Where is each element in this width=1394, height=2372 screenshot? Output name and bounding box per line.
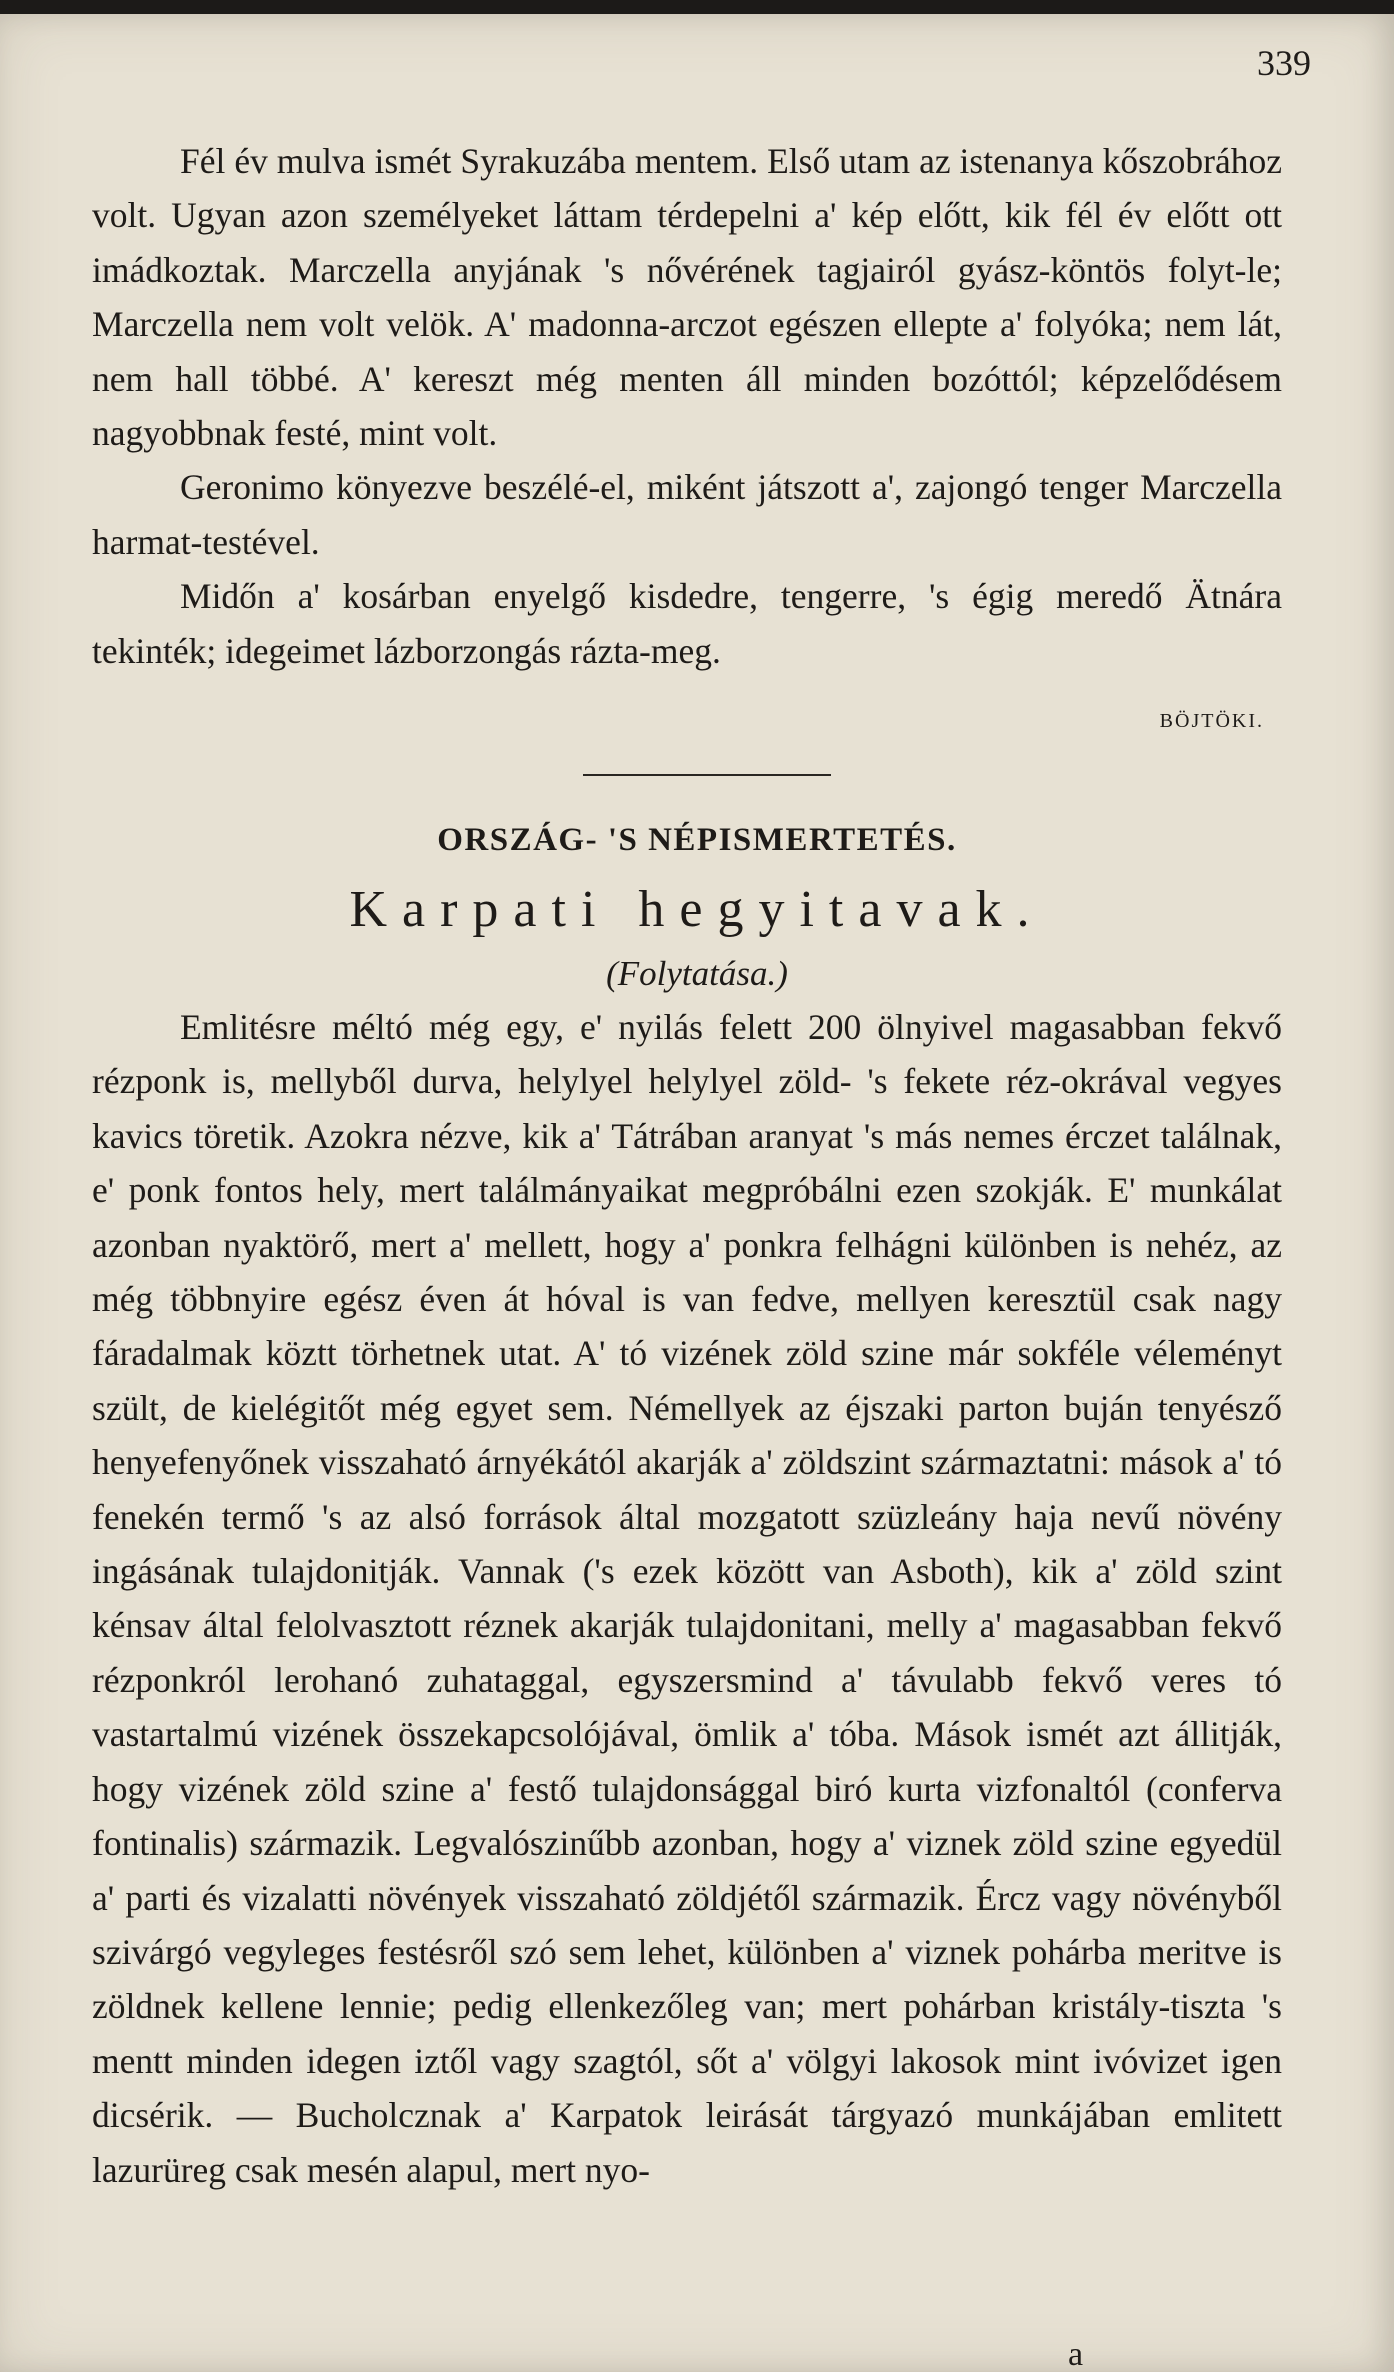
scan-top-border [0, 0, 1394, 14]
section-heading: ORSZÁG- 'S NÉPISMERTETÉS. [437, 822, 957, 858]
body-paragraph: Emlitésre méltó még egy, e' nyilás felett 200 ölnyivel magasabban fekvő rézponk is, mellyből durva, helylyel helylyel zöld- 's fekete réz-okrával vegyes kavics töretik. Azokra nézve, kik a' Tátrában aranyat 's más nemes érczet találnak, e' ponk fontos hely, mert találmányaikat megpróbálni ezen szokják. E' munkálat azonban nyaktörő, mert a' mellett, hogy a' ponkra felhágni különben is nehéz, az még többnyire egész éven át hóval is van fedve, mellyen keresztül csak nagy fáradalmak köztt törhetnek utat. A' tó vizének zöld szine már sokféle véleményt szült, de kielégitőt még egyet sem. Némellyek az éjszaki parton buján tenyésző henyefenyőnek visszaható árnyékától akarják a' zöldszint származtatni: mások a' tó fenekén termő 's az alsó források által mozgatott szüzleány haja nevű növény ingásának tulajdonitják. Vannak ('s ezek között van Asboth), kik a' zöld szint kénsav által felolvasztott réznek akarják tulajdonitani, melly a' magasabban fekvő rézponkról lerohanó zuhataggal, egyszersmind a' távulabb fekvő veres tó vastartalmú vizének összekapcsolójával, ömlik a' tóba. Mások ismét azt állitják, hogy vizének zöld szine a' festő tulajdonsággal biró kurta vizfonaltól (conferva fontinalis) származik. Legvalószinűbb azonban, hogy a' viznek zöld szine egyedül a' parti és vizalatti növények visszaható zöldjétől származik. Ércz vagy növényből szivárgó vegyleges festésről szó sem lehet, különben a' viznek pohárba meritve is zöldnek kellene lennie; pedig ellenkezőleg van; mert pohárban kristály-tiszta 's mentt minden idegen iztől vagy szagtól, sőt a' völgyi lakosok mint ivóvizet igen dicsérik. — Bucholcznak a' Karpatok leirását tárgyazó munkájában emlitett lazurüreg csak mesén alapul, mert nyo- [92, 1007, 1282, 2190]
page-number: 339 [1257, 43, 1311, 83]
paragraph: Midőn a' kosárban enyelgő kisdedre, tengerre, 's égig meredő Ätnára tekinték; idegeimet lázborzongás rázta-meg. [92, 576, 1282, 671]
paragraph: Fél év mulva ismét Syrakuzába mentem. Első utam az istenanya kőszobrához volt. Ugyan azon személyeket láttam térdepelni a' kép előtt, kik fél év előtt ott imádkoztak. Marczella anyjának 's nővérének tagjairól gyász-köntös folyt-le; Marczella nem volt velök. A' madonna-arczot egészen ellepte a' folyóka; nem lát, nem hall többé. A' kereszt még menten áll minden bozóttól; képzelődésem nagyobbnak festé, mint volt. [92, 141, 1282, 454]
preceding-story-text [92, 134, 1282, 678]
book-page [0, 14, 1394, 2372]
author-signature: BÖJTÖKI. [1159, 710, 1264, 732]
section-divider [583, 774, 831, 776]
article-body [92, 1000, 1282, 2197]
article-title: Karpati hegyitavak. [349, 881, 1045, 938]
paragraph: Geronimo könyezve beszélé-el, miként játszott a', zajongó tenger Marczella harmat-testével. [92, 467, 1282, 562]
article-subtitle: (Folytatása.) [606, 954, 788, 993]
catchword: a [1068, 2336, 1084, 2372]
